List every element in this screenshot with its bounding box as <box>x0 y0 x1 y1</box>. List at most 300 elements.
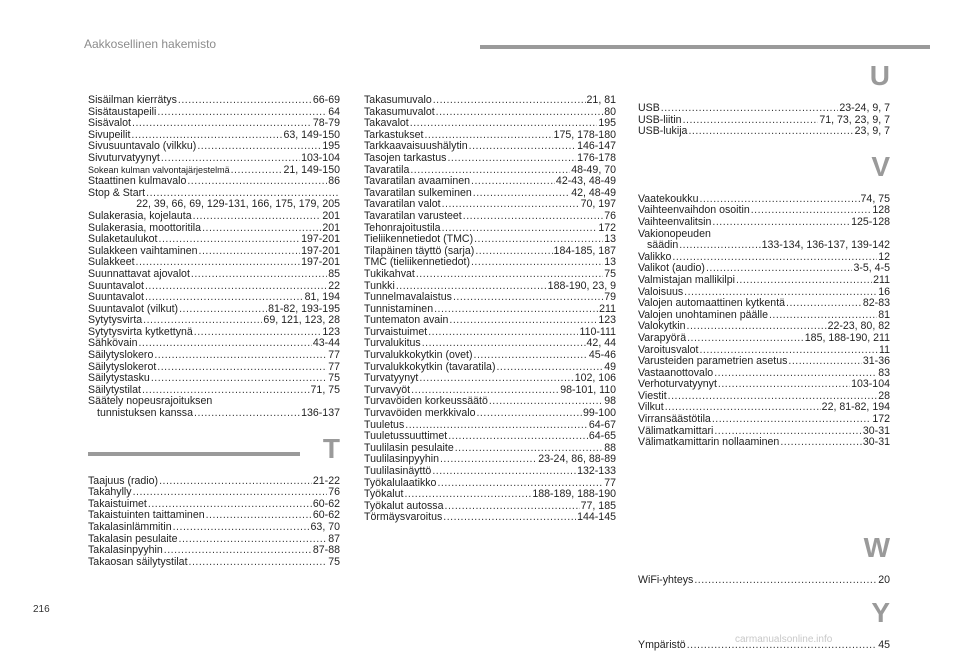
index-entry <box>88 95 340 107</box>
leader-dots <box>474 234 603 246</box>
index-entry <box>638 217 890 229</box>
entry-pages: 64-65 <box>588 430 616 443</box>
entry-pages: 132-133 <box>577 465 616 477</box>
entry-term: Suuntavalot <box>88 279 144 292</box>
entry-term: Tuuletus <box>364 418 405 431</box>
leader-dots <box>145 281 327 293</box>
entries-v <box>638 194 890 449</box>
entry-pages: 197-201 <box>301 233 340 246</box>
index-entry <box>364 269 616 281</box>
leader-dots <box>199 246 301 258</box>
index-entry <box>88 350 340 362</box>
entry-term: Turvalukitus <box>364 337 421 350</box>
entry-pages: 20 <box>878 573 890 586</box>
leader-dots <box>179 534 328 546</box>
entry-term: Tunnelmavalaistus <box>364 291 452 304</box>
entry-pages: 176-178 <box>577 151 616 164</box>
entry-term: Säilytystilat <box>88 383 141 396</box>
entry-pages: 83 <box>878 366 890 379</box>
entry-term: Säilytyslokero <box>88 349 154 362</box>
leader-dots <box>447 153 576 165</box>
entry-term: Sisätaustapeili <box>88 105 157 118</box>
entry-pages: 45-46 <box>588 349 616 362</box>
entry-term: Sähkövain <box>88 337 138 350</box>
entry-pages: 88 <box>604 441 616 454</box>
entry-term: Tasojen tarkastus <box>364 151 447 164</box>
entry-term: Varapyörä <box>638 331 687 344</box>
entry-term: Tuuletussuuttimet <box>364 430 448 443</box>
leader-dots <box>469 141 576 153</box>
entry-term: Viestit <box>638 389 667 402</box>
leader-dots <box>442 199 580 211</box>
entry-term: Virransäästötila <box>638 413 711 426</box>
entry-term: Tavaratilan valot <box>364 198 441 211</box>
section-rule <box>88 452 300 456</box>
leader-dots <box>475 246 552 258</box>
entry-pages: 175, 178-180 <box>553 128 616 141</box>
leader-dots <box>434 304 598 316</box>
entry-term: Vaihteenvaihdon osoitin <box>638 204 750 217</box>
entry-pages: 63, 149-150 <box>283 128 340 141</box>
entry-term: Turvavyöt <box>364 383 411 396</box>
leader-dots <box>436 107 604 119</box>
entry-term: Tavaratilan varusteet <box>364 209 462 222</box>
entry-term: Valmistajan mallikilpi <box>638 273 735 286</box>
leader-dots <box>788 356 862 368</box>
entry-pages: 75 <box>328 555 340 568</box>
entry-pages: 69, 121, 123, 28 <box>263 314 340 327</box>
entry-term: Tehonrajoitustila <box>364 221 441 234</box>
entry-pages: 77 <box>328 349 340 362</box>
index-entry <box>88 211 340 223</box>
leader-dots <box>448 431 588 443</box>
leader-dots <box>194 408 300 420</box>
leader-dots <box>231 165 283 177</box>
entry-pages: 64 <box>328 105 340 118</box>
entry-pages: 42-43, 48-49 <box>555 175 616 188</box>
entry-pages: 77 <box>328 360 340 373</box>
entry-term: Takalasinpyyhin <box>88 544 163 557</box>
leader-dots <box>780 437 862 449</box>
leader-dots <box>138 338 311 350</box>
entry-pages: 185, 188-190, 211 <box>804 331 890 344</box>
leader-dots <box>786 298 862 310</box>
header-rule <box>480 45 930 49</box>
entry-term: Verhoturvatyynyt <box>638 378 717 391</box>
entry-pages: 201 <box>322 209 340 222</box>
entry-term: Sivupeilit <box>88 128 131 141</box>
entry-pages: 60-62 <box>312 509 340 522</box>
entry-term: Turvalukkokytkin (ovet) <box>364 349 473 362</box>
entry-pages: 188-189, 188-190 <box>532 488 616 501</box>
entry-term: Sivuturvatyynyt <box>88 151 160 164</box>
entry-term: Takahylly <box>88 486 132 499</box>
entry-pages: 211 <box>599 302 616 315</box>
section-y-divider <box>638 598 890 636</box>
index-entry <box>88 292 340 304</box>
section-letter-y: Y <box>871 597 890 629</box>
entry-pages: 86 <box>328 175 340 188</box>
leader-dots <box>463 211 603 223</box>
leader-dots <box>189 557 328 569</box>
entry-pages: 78-79 <box>312 117 340 130</box>
entry-term: Sytytysvirta <box>88 314 143 327</box>
entry-term: Vaihteenvalitsin <box>638 215 712 228</box>
index-entry <box>364 466 616 478</box>
entry-pages: 21, 149-150 <box>283 163 340 176</box>
entry-term: Turvaistuimet <box>364 325 428 338</box>
leader-dots <box>157 107 327 119</box>
entry-term: Ympäristö <box>638 639 686 652</box>
entry-term: Turvatyynyt <box>364 372 419 385</box>
entry-pages: 23, 9, 7 <box>854 125 890 138</box>
leader-dots <box>440 454 537 466</box>
leader-dots <box>473 188 570 200</box>
leader-dots <box>679 240 760 252</box>
index-entry <box>638 103 890 115</box>
leader-dots <box>191 269 327 281</box>
index-entry <box>638 275 890 287</box>
entry-term: Takasumuvalot <box>364 105 435 118</box>
entry-pages: 70, 197 <box>580 198 616 211</box>
entry-pages: 43-44 <box>312 337 340 350</box>
index-entry <box>364 234 616 246</box>
entry-term: WiFi-yhteys <box>638 573 694 586</box>
entry-term: Sulakerasia, kojelauta <box>88 209 192 222</box>
leader-dots <box>428 327 578 339</box>
entry-pages: 13 <box>604 233 616 246</box>
entry-pages: 66-69 <box>312 94 340 106</box>
leader-dots <box>145 292 304 304</box>
entry-term: Tavaratilan avaaminen <box>364 175 470 188</box>
entry-term: Sulakkeen vaihtaminen <box>88 244 198 257</box>
entry-pages: 87-88 <box>312 544 340 557</box>
index-entry <box>364 211 616 223</box>
entry-term: Staattinen kulmavalo <box>88 175 187 188</box>
entry-term: Valojen unohtaminen päälle <box>638 308 768 321</box>
entry-pages: 77, 185 <box>580 499 616 512</box>
entry-pages: 42, 44 <box>586 337 616 350</box>
index-entry <box>638 414 890 426</box>
entry-term: Varoitusvalot <box>638 343 699 356</box>
entry-pages: 11 <box>879 343 890 356</box>
index-entry <box>364 512 616 524</box>
entry-term: USB-liitin <box>638 113 682 126</box>
leader-dots <box>187 176 327 188</box>
entry-pages: 75 <box>328 372 340 385</box>
index-entry <box>88 153 340 165</box>
entry-pages: 172 <box>598 221 616 234</box>
leader-dots <box>712 414 871 426</box>
entry-term: Välimatkamittarin nollaaminen <box>638 436 780 449</box>
entry-pages: 79 <box>604 291 616 304</box>
entry-pages: 125-128 <box>851 215 890 228</box>
entry-term: Tuulilasinäyttö <box>364 465 432 477</box>
entry-term: Tunkki <box>364 279 395 292</box>
entry-term: Työkalut autossa <box>364 499 444 512</box>
entry-term: Tarkastukset <box>364 128 424 141</box>
leader-dots <box>474 350 588 362</box>
entry-term: Valokytkin <box>638 320 686 333</box>
entry-pages: 75 <box>604 267 616 280</box>
entry-term: Vilkut <box>638 401 664 414</box>
index-column-1 <box>88 95 340 568</box>
entry-term: Työkalulaatikko <box>364 476 437 489</box>
entry-pages: 22, 81-82, 194 <box>821 401 890 414</box>
section-u-divider <box>638 61 890 99</box>
entry-pages: 172 <box>872 413 890 426</box>
entry-term: Sokean kulman valvontajärjestelmä <box>88 164 230 175</box>
index-entry <box>88 408 340 420</box>
entry-pages: 123 <box>598 314 616 327</box>
leader-dots <box>193 211 322 223</box>
section-w-divider <box>638 533 890 571</box>
index-entry <box>88 269 340 281</box>
index-entry <box>638 298 890 310</box>
entry-term: TMC (tieliikennetiedot) <box>364 256 470 269</box>
entry-pages: 98-101, 110 <box>560 383 616 396</box>
index-entry <box>364 350 616 362</box>
entry-pages: 49 <box>604 360 616 373</box>
leader-dots <box>151 373 327 385</box>
entry-pages: 85 <box>328 267 340 280</box>
entry-term: Varusteiden parametrien asetus <box>638 355 788 368</box>
entry-term: Takalasinlämmitin <box>88 521 172 533</box>
entry-term: Stop & Start <box>88 186 146 199</box>
entry-pages: 195 <box>598 117 616 130</box>
entry-pages: 16 <box>878 285 890 298</box>
entry-pages: 12 <box>878 250 890 263</box>
leader-dots <box>471 176 555 188</box>
entry-pages: 102, 106 <box>574 372 616 385</box>
entry-term: Tukikahvat <box>364 267 415 280</box>
entry-term: Välimatkamittari <box>638 424 714 437</box>
entry-pages: 23-24, 86, 88-89 <box>538 453 616 466</box>
entry-pages: 64-67 <box>588 418 616 431</box>
entry-term: Takaistuinten taittaminen <box>88 509 205 522</box>
leader-dots <box>154 350 327 362</box>
leader-dots <box>445 501 580 513</box>
page-number: 216 <box>33 604 50 615</box>
entry-term: Suuntavalot <box>88 291 144 304</box>
leader-dots <box>449 315 597 327</box>
entry-term: Tunnistaminen <box>364 302 434 315</box>
entries-t2 <box>364 95 616 524</box>
index-entry-continuation: Säätely nopeusrajoituksen <box>88 395 213 408</box>
entry-pages: 30-31 <box>862 436 890 449</box>
entry-term: Tuulilasin pesulaite <box>364 441 454 454</box>
entry-term: Sytytysvirta kytkettynä <box>88 325 193 338</box>
leader-dots <box>157 362 327 374</box>
entry-term: Säilytystasku <box>88 372 150 385</box>
entry-pages: 211 <box>873 273 890 286</box>
leader-dots <box>443 512 576 524</box>
entries-w <box>638 575 890 587</box>
index-column-3 <box>638 60 890 652</box>
entry-term: säädin <box>647 239 679 252</box>
index-entry <box>364 176 616 188</box>
entry-term: Sivusuuntavalo (vilkku) <box>88 140 197 153</box>
leader-dots <box>159 234 301 246</box>
index-entry-continuation: 22, 39, 66, 69, 129-131, 166, 175, 179, 205 <box>136 198 340 211</box>
entry-term: Valoisuus <box>638 285 684 298</box>
leader-dots <box>432 466 576 478</box>
entry-term: Suuntavalot (vilkut) <box>88 302 179 315</box>
entry-pages: 103-104 <box>301 151 340 164</box>
index-entry <box>638 575 890 587</box>
entry-pages: 21, 81 <box>586 94 616 106</box>
entry-pages: 99-100 <box>583 407 616 420</box>
index-entry <box>638 437 890 449</box>
leader-dots <box>712 217 850 229</box>
watermark: carmanualsonline.info <box>735 634 833 645</box>
entry-pages: 133-134, 136-137, 139-142 <box>761 239 890 252</box>
entry-pages: 28 <box>878 389 890 402</box>
index-entry-continuation: Vakionopeuden <box>638 227 711 240</box>
page-header-title: Aakkosellinen hakemisto <box>84 37 217 51</box>
entry-term: Sulakkeet <box>88 256 135 269</box>
leader-dots <box>433 95 586 107</box>
entries-s <box>88 95 340 420</box>
index-entry <box>638 126 890 138</box>
entry-pages: 128 <box>872 204 890 217</box>
entry-term: Takalasin pesulaite <box>88 532 178 545</box>
index-entry <box>88 557 340 569</box>
index-entry <box>88 176 340 188</box>
entry-term: Turvavöiden korkeussäätö <box>364 395 488 408</box>
entry-pages: 103-104 <box>851 378 890 391</box>
leader-dots <box>453 292 603 304</box>
entry-pages: 195 <box>322 140 340 153</box>
entry-pages: 81-82, 193-195 <box>268 302 340 315</box>
entry-term: Sulaketaulukot <box>88 233 158 246</box>
entry-pages: 146-147 <box>577 140 616 153</box>
leader-dots <box>194 327 322 339</box>
entry-term: Valikot (audio) <box>638 262 705 275</box>
entries-t1 <box>88 476 340 569</box>
entry-pages: 23-24, 9, 7 <box>839 102 890 114</box>
entry-term: Takaosan säilytystilat <box>88 555 188 568</box>
index-entry <box>638 356 890 368</box>
entry-pages: 21-22 <box>312 474 340 487</box>
entry-pages: 3-5, 4-5 <box>853 262 890 275</box>
entry-pages: 77 <box>604 476 616 489</box>
leader-dots <box>416 269 603 281</box>
index-entry <box>364 153 616 165</box>
entry-pages: 48-49, 70 <box>571 163 616 176</box>
leader-dots <box>718 379 850 391</box>
leader-dots <box>419 373 573 385</box>
leader-dots <box>694 575 877 587</box>
entry-pages: 87 <box>328 532 340 545</box>
entry-pages: 197-201 <box>301 244 340 257</box>
index-entry <box>638 333 890 345</box>
index-entry <box>88 234 340 246</box>
entry-term: Sisävalot <box>88 117 131 130</box>
entry-pages: 144-145 <box>577 511 616 524</box>
entry-term: Työkalut <box>364 488 404 501</box>
index-entry <box>364 408 616 420</box>
index-entry <box>364 292 616 304</box>
leader-dots <box>471 257 603 269</box>
section-v-divider <box>638 152 890 190</box>
entry-pages: 42, 48-49 <box>571 186 616 199</box>
entry-pages: 201 <box>322 221 340 234</box>
leader-dots <box>206 510 312 522</box>
entry-term: Valikko <box>638 250 672 263</box>
entry-pages: 188-190, 23, 9 <box>547 279 616 292</box>
entry-pages: 22-23, 80, 82 <box>827 320 890 333</box>
entry-term: Takaistuimet <box>88 497 147 510</box>
section-letter-v: V <box>871 150 890 182</box>
entry-pages: 82-83 <box>862 297 890 310</box>
section-t-divider <box>88 434 340 472</box>
entry-pages: 81, 194 <box>304 291 340 304</box>
entry-pages: 81 <box>878 308 890 321</box>
leader-dots <box>683 115 819 127</box>
entry-pages: 30-31 <box>862 424 890 437</box>
entry-pages: 184-185, 187 <box>553 244 616 257</box>
entry-term: USB-lukija <box>638 125 688 138</box>
entries-u <box>638 103 890 138</box>
leader-dots <box>159 476 312 488</box>
entry-term: Tilapäinen täyttö (sarja) <box>364 244 475 257</box>
leader-dots <box>661 103 839 115</box>
entry-pages: 22 <box>328 279 340 292</box>
entry-pages: 80 <box>604 105 616 118</box>
entry-pages: 123 <box>322 325 340 338</box>
index-entry <box>638 379 890 391</box>
entry-pages: 63, 70 <box>310 521 340 533</box>
entry-term: Tavaratilan sulkeminen <box>364 186 472 199</box>
entry-pages: 98 <box>604 395 616 408</box>
entry-term: tunnistuksen kanssa <box>97 407 193 420</box>
entry-term: Taajuus (radio) <box>88 474 159 487</box>
entry-term: Vaatekoukku <box>638 192 699 205</box>
leader-dots <box>133 487 328 499</box>
entry-term: Säilytyslokerot <box>88 360 157 373</box>
entry-term: USB <box>638 102 660 114</box>
index-entry <box>638 240 890 252</box>
entry-term: Tarkkaavaisuushälytin <box>364 140 468 153</box>
entry-pages: 76 <box>604 209 616 222</box>
index-column-2 <box>364 95 616 524</box>
section-letter-t: T <box>322 432 340 464</box>
leader-dots <box>179 304 267 316</box>
section-letter-w: W <box>863 531 890 563</box>
leader-dots <box>178 95 312 107</box>
entry-term: Tieliikennetiedot (TMC) <box>364 233 474 246</box>
entry-pages: 71, 73, 23, 9, 7 <box>819 113 890 126</box>
index-entry <box>364 95 616 107</box>
leader-dots <box>161 153 300 165</box>
entry-pages: 197-201 <box>301 256 340 269</box>
entry-term: Turvavöiden merkkivalo <box>364 407 476 420</box>
entry-pages: 110-111 <box>579 325 616 338</box>
entry-pages: 76 <box>328 486 340 499</box>
entry-pages: 13 <box>604 256 616 269</box>
entry-term: Takasumuvalo <box>364 94 432 106</box>
leader-dots <box>476 408 582 420</box>
entry-term: Sisäilman kierrätys <box>88 94 177 106</box>
entry-term: Sulakerasia, moottoritila <box>88 221 202 234</box>
entry-term: Takavalot <box>364 117 409 130</box>
entry-pages: 136-137 <box>301 407 340 420</box>
entry-term: Suunnattavat ajovalot <box>88 267 190 280</box>
entry-pages: 60-62 <box>312 497 340 510</box>
entry-term: Tuulilasinpyyhin <box>364 453 439 466</box>
leader-dots <box>687 333 804 345</box>
